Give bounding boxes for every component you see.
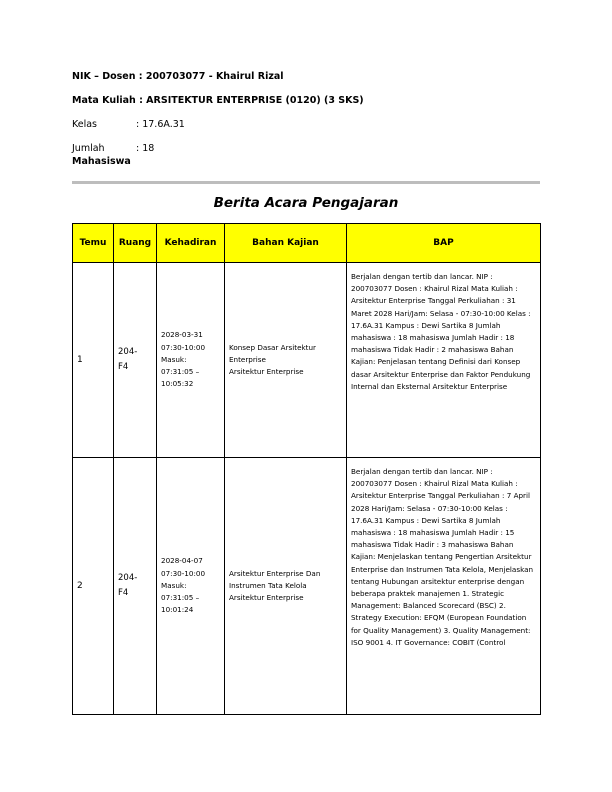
course-info [72, 70, 542, 179]
cell-temu: 2 [73, 458, 114, 715]
header-kehadiran: Kehadiran [157, 224, 225, 263]
kelas-value: : 17.6A.31 [136, 119, 185, 130]
table-header-row [73, 224, 541, 263]
nik-dosen: NIK – Dosen : 200703077 - Khairul Rizal [72, 71, 284, 82]
cell-bap: Berjalan dengan tertib dan lancar. NIP : 200703077 Dosen : Khairul Rizal Mata Kuliah : Arsitektur Enterprise Tanggal Perkuliahan : 31 Maret 2028 Hari/Jam: Selasa - 07:30-10:00 Kelas : 17.6A.31 Kampus : Dewi Sartika 8 Jumlah mahasiswa : 18 mahasiswa Jumlah Hadir : 18 mahasiswa Tidak Hadir : 2 mahasiswa Bahan Kajian: Penjelasan tentang Definisi dari Konsep dasar Arsitektur Enterprise dan Faktor Pendukung Internal dan Eksternal Arsitektur Enterprise [347, 263, 541, 458]
mata-kuliah: Mata Kuliah : ARSITEKTUR ENTERPRISE (0120) (3 SKS) [72, 95, 364, 106]
table-row [73, 263, 541, 458]
cell-kehadiran: 2028-04-07 07:30-10:00 Masuk: 07:31:05 – 10:01:24 [157, 458, 225, 715]
header-bap: BAP [347, 224, 541, 263]
kelas-label: Kelas [72, 119, 98, 130]
header-ruang: Ruang [114, 224, 157, 263]
kelas-row [72, 118, 542, 131]
mahasiswa-row [72, 155, 542, 168]
divider [72, 181, 540, 184]
nik-dosen-row [72, 70, 542, 83]
cell-bap: Berjalan dengan tertib dan lancar. NIP : 200703077 Dosen : Khairul Rizal Mata Kuliah : Arsitektur Enterprise Tanggal Perkuliahan : 7 April 2028 Hari/Jam: Selasa - 07:30-10:00 Kelas : 17.6A.31 Kampus : Dewi Sartika 8 Jumlah mahasiswa : 18 mahasiswa Jumlah Hadir : 15 mahasiswa Tidak Hadir : 3 mahasiswa Bahan Kajian: Menjelaskan tentang Pengertian Arsitektur Enterprise dan Instrumen Tata Kelola, Menjelaskan tentang Hubungan arsitektur enterprise dengan beberapa praktek manajemen 1. Strategic Management: Balanced Scorecard (BSC) 2. Strategy Execution: EFQM (European Foundation for Quality Management) 3. Quality Management: ISO 9001 4. IT Governance: COBIT (Control [347, 458, 541, 715]
cell-bahan-kajian: Arsitektur Enterprise Dan Instrumen Tata Kelola Arsitektur Enterprise [225, 458, 347, 715]
cell-ruang: 204- F4 [114, 263, 157, 458]
cell-ruang: 204- F4 [114, 458, 157, 715]
table-row [73, 458, 541, 715]
header-bahan-kajian: Bahan Kajian [225, 224, 347, 263]
cell-temu: 1 [73, 263, 114, 458]
jumlah-value: : 18 [136, 143, 155, 154]
page-title: Berita Acara Pengajaran [213, 195, 399, 211]
mahasiswa-label: Mahasiswa [72, 156, 131, 167]
jumlah-row [72, 142, 542, 155]
bap-table [72, 223, 541, 715]
cell-kehadiran: 2028-03-31 07:30-10:00 Masuk: 07:31:05 – 10:05:32 [157, 263, 225, 458]
mata-kuliah-row [72, 94, 542, 107]
cell-bahan-kajian: Konsep Dasar Arsitektur Enterprise Arsitektur Enterprise [225, 263, 347, 458]
header-temu: Temu [73, 224, 114, 263]
jumlah-label: Jumlah [72, 143, 105, 154]
